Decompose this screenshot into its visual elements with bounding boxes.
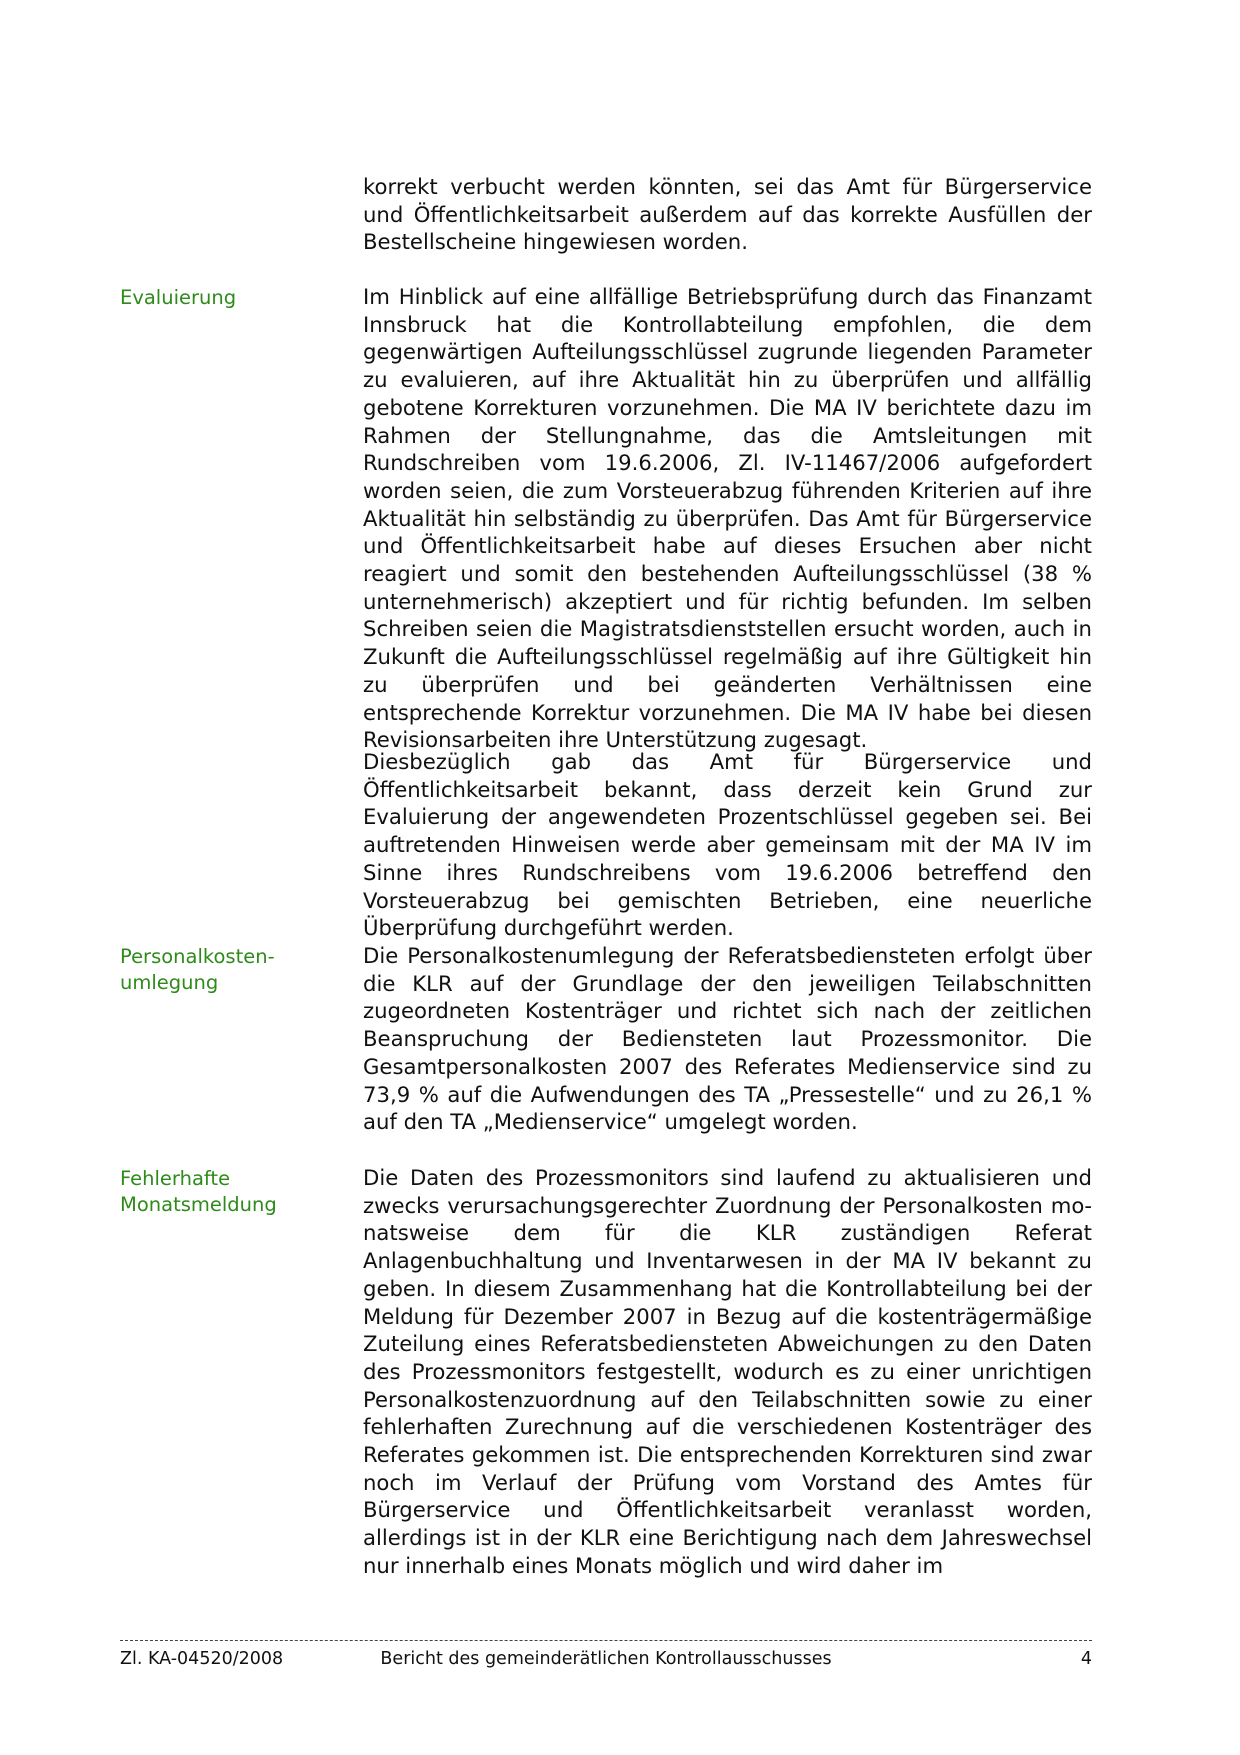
paragraph-evaluierung: Im Hinblick auf eine allfällige Betriebsprüfung durch das Finanzamt Innsbruck hat die Kontrollabteilung empfohlen, die dem gegenwärtigen Aufteilungsschlüssel zugrunde liegenden Parameter zu evaluieren, auf ihre Aktualität hin zu überprüfen und allfällig gebotene Korrekturen vorzunehmen. Die MA IV berichtete dazu im Rahmen der Stellungnahme, das die Amtsleitungen mit Rundschreiben vom 19.6.2006, Zl. IV-11467/2006 aufgefordert worden seien, die zum Vorsteuerabzug führenden Kriterien auf ihre Aktualität hin selbständig zu überprüfen. Das Amt für Bürgerservice und Öffentlichkeitsarbeit habe auf dieses Ersuchen aber nicht reagiert und somit den bestehenden Aufteilungsschlüssel (38 % unternehmerisch) akzeptiert und für richtig befunden. Im selben Schreiben seien die Magistratsdienststellen ersucht worden, auch in Zukunft die Aufteilungsschlüssel regelmäßig auf ihre Gültigkeit hin zu überprüfen und bei geänderten Verhältnissen eine entsprechende Korrektur vorzunehmen. Die MA IV habe bei diesen Revisionsarbeiten ihre Unterstützung zugesagt. (363, 284, 1092, 753)
margin-label-line: Monatsmeldung (120, 1192, 277, 1216)
paragraph-continuation: korrekt verbucht werden könnten, sei das Amt für Bürgerservice und Öffentlichkeitsarbeit außerdem auf das korrekte Ausfüllen der Bestellscheine hingewiesen worden. (363, 174, 1092, 255)
paragraph-fehlerhafte-monatsmeldung: Die Daten des Prozessmonitors sind laufend zu aktualisieren und zwecks verursachungsgerechter Zuordnung der Personalkosten monatsweise dem für die KLR zuständigen Referat Anlagenbuchhaltung und Inventarwesen in der MA IV bekannt zu geben. In diesem Zusammenhang hat die Kontrollabteilung bei der Meldung für Dezember 2007 in Bezug auf die kostenträgermäßige Zuteilung eines Referatsbediensteten Abweichungen zu den Daten des Prozessmonitors festgestellt, wodurch es zu einer unrichtigen Personalkostenzuordnung auf den Teilabschnitten sowie zu einer fehlerhaften Zurechnung auf die verschiedenen Kostenträger des Referates gekommen ist. Die entsprechenden Korrekturen sind zwar noch im Verlauf der Prüfung vom Vorstand des Amtes für Bürgerservice und Öffentlichkeitsarbeit veranlasst worden, allerdings ist in der KLR eine Berichtigung nach dem Jahreswechsel nur innerhalb eines Monats möglich und wird daher im (363, 1165, 1092, 1578)
footer-page-number: 4 (1080, 1649, 1092, 1669)
margin-label-fehlerhafte-monatsmeldung (120, 1166, 320, 1217)
margin-label-evaluierung: Evaluierung (120, 286, 237, 309)
margin-label-line: Personalkosten- (120, 945, 275, 968)
margin-label-personalkostenumlegung (120, 944, 320, 995)
footer-divider (120, 1640, 1092, 1641)
footer-reference: Zl. KA-04520/2008 (120, 1649, 284, 1669)
margin-label-line: umlegung (120, 970, 219, 994)
paragraph-personalkostenumlegung: Die Personalkostenumlegung der Referatsbediensteten erfolgt über die KLR auf der Grundlage der den jeweiligen Teilabschnitten zugeordneten Kostenträger und richtet sich nach der zeitlichen Beanspruchung der Bediensteten laut Prozessmonitor. Die Gesamtpersonalkosten 2007 des Referates Medienservice sind zu 73,9 % auf die Aufwendungen des TA „Pressestelle“ und zu 26,1 % auf den TA „Medienservice“ umgelegt worden. (363, 943, 1092, 1135)
page-footer (120, 1648, 1092, 1672)
footer-title: Bericht des gemeinderätlichen Kontrollausschusses (380, 1649, 832, 1669)
paragraph-evaluierung-response: Diesbezüglich gab das Amt für Bürgerservice und Öffentlichkeitsarbeit bekannt, dass derzeit kein Grund zur Evaluierung der angewendeten Prozentschlüssel gegeben sei. Bei auftretenden Hinweisen werde aber gemeinsam mit der MA IV im Sinne ihres Rundschreibens vom 19.6.2006 betreffend den Vorsteuerabzug bei gemischten Betrieben, eine neuerliche Überprüfung durchgeführt werden. (363, 749, 1092, 941)
margin-label-line: Fehlerhafte (120, 1167, 231, 1190)
